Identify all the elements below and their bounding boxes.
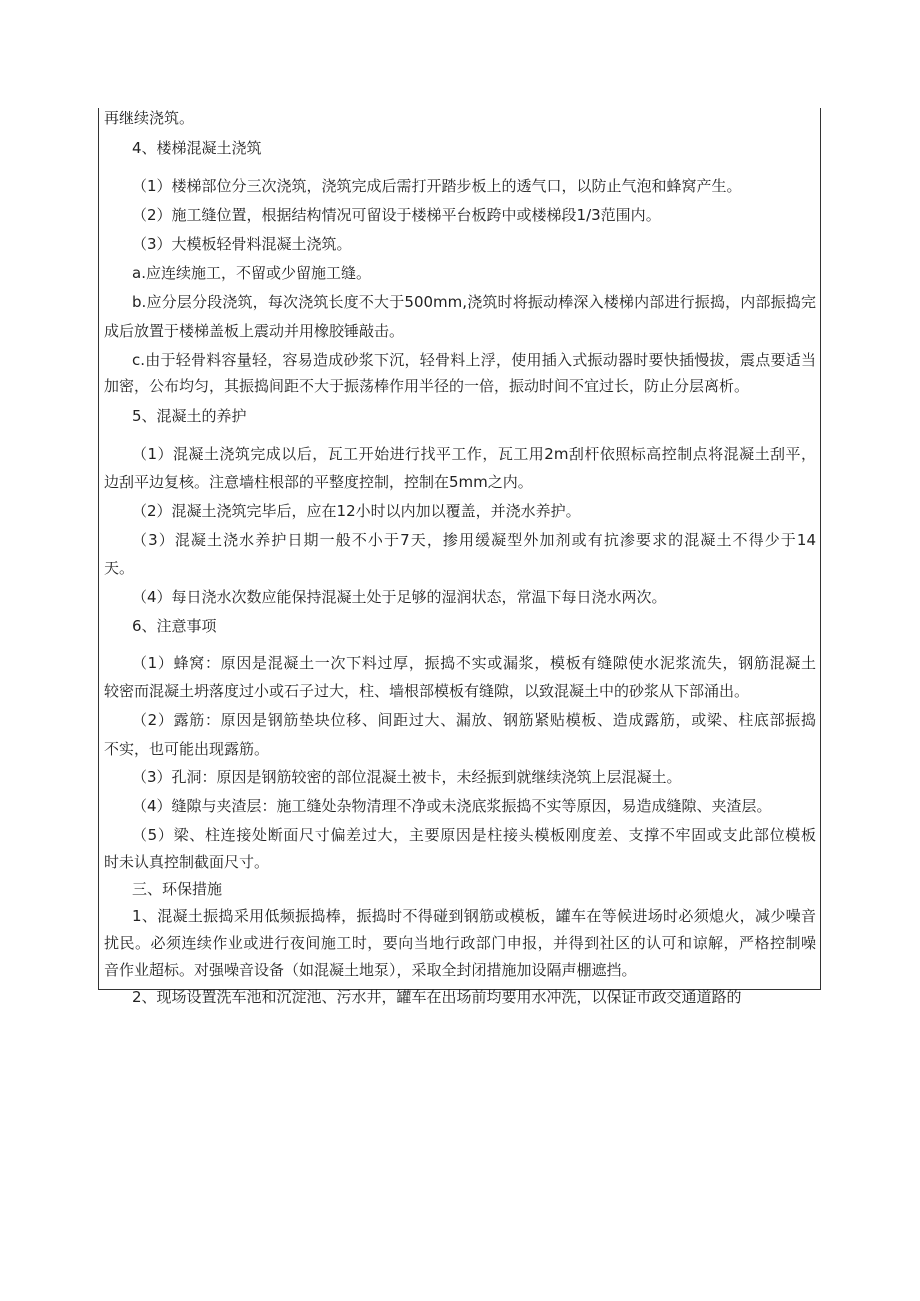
text-line: 成后放置于楼梯盖板上震动并用橡胶锤敲击。	[104, 322, 405, 340]
text-line: （1）楼梯部位分三次浇筑，浇筑完成后需打开踏步板上的透气口，以防止气泡和蜂窝产生。	[132, 177, 742, 195]
text-line: a.应连续施工，不留或少留施工缝。	[132, 264, 371, 282]
text-line: （2）施工缝位置，根据结构情况可留设于楼梯平台板跨中或楼梯段1/3范围内。	[132, 206, 661, 224]
text-line: 不实，也可能出现露筋。	[104, 740, 270, 758]
text-line: 扰民。必须连续作业或进行夜间施工时，要向当地行政部门申报，并得到社区的认可和谅解，严格控制噪	[104, 934, 816, 952]
text-line: 1、混凝土振捣采用低频振捣棒，振捣时不得碰到钢筋或模板，罐车在等候进场时必须熄火，减少噪音	[132, 907, 816, 925]
text-line: （3）大模板轻骨料混凝土浇筑。	[132, 235, 352, 253]
text-line: 5、混凝土的养护	[132, 407, 247, 425]
text-line: （4）缝隙与夹渣层：施工缝处杂物清理不净或未浇底浆振捣不实等原因，易造成缝隙、夹渣层。	[132, 797, 772, 815]
text-line: 6、注意事项	[132, 617, 217, 635]
text-line: 4、楼梯混凝土浇筑	[132, 139, 262, 157]
text-line: （2）露筋：原因是钢筋垫块位移、间距过大、漏放、钢筋紧贴模板、造成露筋，或梁、柱底部振捣	[132, 711, 816, 729]
text-line: 时未认真控制截面尺寸。	[104, 853, 270, 871]
text-line: （2）混凝土浇筑完毕后，应在12小时以内加以覆盖，并浇水养护。	[132, 502, 581, 520]
text-line: （3）孔洞：原因是钢筋较密的部位混凝土被卡，未经振到就继续浇筑上层混凝土。	[132, 768, 682, 786]
text-line: 较密而混凝土坍落度过小或石子过大，柱、墙根部模板有缝隙，以致混凝土中的砂浆从下部涌出。	[104, 682, 750, 700]
text-line: （1）蜂窝：原因是混凝土一次下料过厚，振捣不实或漏浆，模板有缝隙使水泥浆流失，钢筋混凝土	[132, 654, 816, 672]
text-line: 再继续浇筑。	[104, 109, 195, 127]
text-line: 加密，公布均匀，其振捣间距不大于振荡棒作用半径的一倍，振动时间不宜过长，防止分层离析。	[104, 377, 750, 395]
text-line: 边刮平边复核。注意墙柱根部的平整度控制，控制在5mm之内。	[104, 473, 533, 491]
text-line: （4）每日浇水次数应能保持混凝土处于足够的湿润状态，常温下每日浇水两次。	[132, 588, 667, 606]
text-line: 三、环保措施	[132, 880, 223, 898]
text-line: （3）混凝土浇水养护日期一般不小于7天，掺用缓凝型外加剂或有抗渗要求的混凝土不得少于14	[132, 531, 816, 549]
text-line: 音作业超标。对强噪音设备（如混凝土地泵），采取全封闭措施加设隔声棚遮挡。	[104, 961, 637, 979]
text-line: （5）梁、柱连接处断面尺寸偏差过大，主要原因是柱接头模板刚度差、支撑不牢固或支此部位模板	[132, 826, 816, 844]
text-line: 天。	[104, 559, 135, 577]
text-line: b.应分层分段浇筑，每次浇筑长度不大于500mm,浇筑时将振动棒深入楼梯内部进行振捣，内部振捣完	[132, 293, 816, 311]
text-line: c.由于轻骨料容量轻，容易造成砂浆下沉，轻骨料上浮，使用插入式振动器时要快插慢拔，震点要适当	[132, 351, 816, 369]
text-line: 2、现场设置洗车池和沉淀池、污水井，罐车在出场前均要用水冲洗，以保证市政交通道路的	[132, 988, 742, 1006]
text-line: （1）混凝土浇筑完成以后，瓦工开始进行找平工作，瓦工用2m刮杆依照标高控制点将混凝土刮平，	[132, 445, 816, 463]
